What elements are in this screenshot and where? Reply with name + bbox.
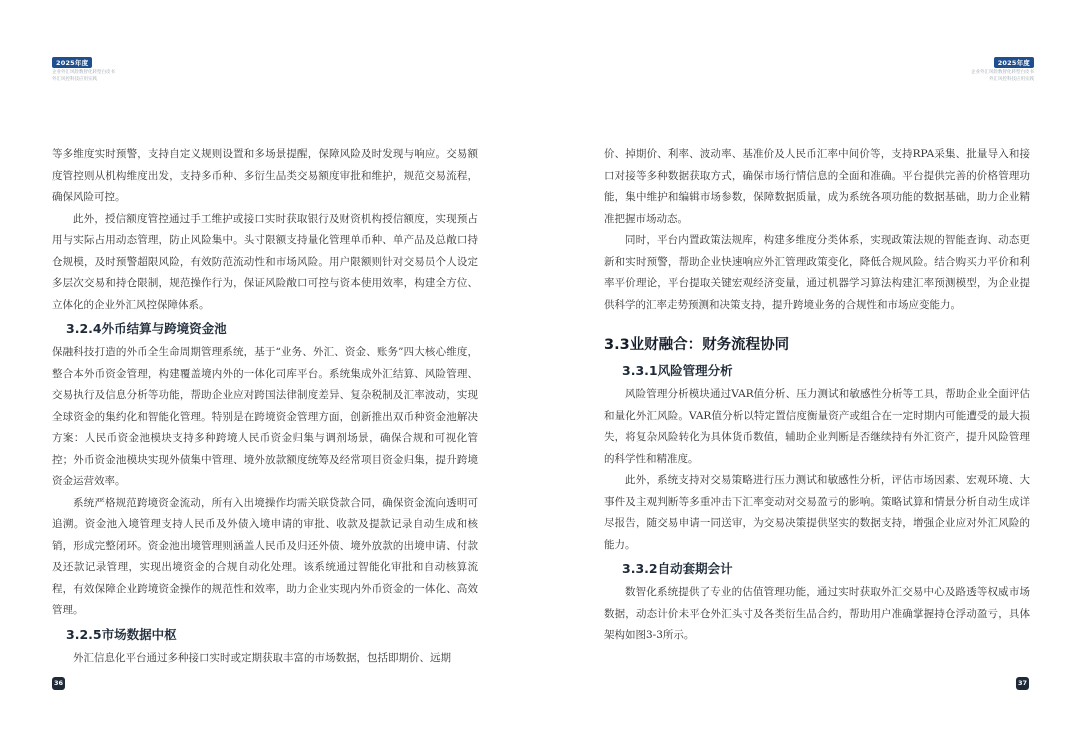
left-page-body xyxy=(52,144,478,669)
paragraph: 同时，平台内置政策法规库，构建多维度分类体系，实现政策法规的智能查询、动态更新和实时预警，帮助企业快速响应外汇管理政策变化，降低合规风险。结合购买力平价和利率平价理论，平台提取关键宏观经济变量，通过机器学习算法构建汇率预测模型，为企业提供科学的汇率走势预测和决策支持，提升跨境业务的合规性和市场应变能力。 xyxy=(604,234,1030,311)
right-page xyxy=(540,0,1080,732)
header-subtitle-line2: 外汇风控科技应用实践 xyxy=(989,77,1034,82)
page-number: 36 xyxy=(52,677,65,690)
paragraph: 保融科技打造的外币全生命周期管理系统，基于“业务、外汇、资金、账务”四大核心维度，整合本外币资金管理，构建覆盖境内外的一体化司库平台。系统集成外汇结算、风险管理、交易执行及信息分析等功能，帮助企业应对跨国法律制度差异、复杂税制及汇率波动，实现全球资金的集约化和智能化管理。特别是在跨境资金管理方面，创新推出双币种资金池解决方案：人民币资金池模块支持多种跨境人民币资金归集与调剂场景，确保合规和可视化管控；外币资金池模块实现外债集中管理、境外放款额度统筹及经常项目资金归集，提升跨境资金运营效率。 xyxy=(52,346,478,487)
year-badge: 2025年度 xyxy=(52,57,92,68)
paragraph: 此外，系统支持对交易策略进行压力测试和敏感性分析，评估市场因素、宏观环境、大事件及主观判断等多重冲击下汇率变动对交易盈亏的影响。策略试算和情景分析自动生成详尽报告，随交易申请一同送审，为交易决策提供坚实的数据支持，增强企业应对外汇风险的能力。 xyxy=(604,474,1030,551)
header-subtitle-line2: 外汇风控科技应用实践 xyxy=(52,77,97,82)
year-badge: 2025年度 xyxy=(994,57,1034,68)
paragraph: 数智化系统提供了专业的估值管理功能，通过实时获取外汇交易中心及路透等权威市场数据，动态计价未平仓外汇头寸及各类衍生品合约，帮助用户准确掌握持仓浮动盈亏，具体架构如图3-3所示。 xyxy=(604,586,1030,641)
right-page-header xyxy=(971,50,1034,83)
paragraph: 等多维度实时预警，支持自定义规则设置和多场景提醒，保障风险及时发现与响应。交易额度管控则从机构维度出发，支持多币种、多衍生品类交易额度审批和维护，规范交易流程，确保风险可控。 xyxy=(52,148,478,203)
paragraph: 风险管理分析模块通过VAR值分析、压力测试和敏感性分析等工具，帮助企业全面评估和量化外汇风险。VAR值分析以特定置信度衡量资产或组合在一定时期内可能遭受的最大损失，将复杂风险转化为具体货币数值，辅助企业判断是否继续持有外汇资产，提升风险管理的科学性和精准度。 xyxy=(604,388,1030,465)
paragraph: 价、掉期价、利率、波动率、基准价及人民币汇率中间价等，支持RPA采集、批量导入和接口对接等多种数据获取方式，确保市场行情信息的全面和准确。平台提供完善的价格管理功能，集中维护和编辑市场参数，保障数据质量，成为系统各项功能的数据基础，助力企业精准把握市场动态。 xyxy=(604,148,1030,225)
right-page-body xyxy=(604,144,1030,647)
section-heading: 3.3业财融合：财务流程协同 xyxy=(604,337,790,353)
header-subtitle-line1: 企业外汇风险数智化转型白皮书 xyxy=(52,70,115,75)
page-number: 37 xyxy=(1016,677,1029,690)
subsection-heading: 3.3.1风险管理分析 xyxy=(622,363,733,378)
subsection-heading: 3.2.4外币结算与跨境资金池 xyxy=(66,321,227,336)
paragraph: 此外，授信额度管控通过手工维护或接口实时获取银行及财资机构授信额度，实现预占用与实际占用动态管理，防止风险集中。头寸限额支持量化管理单币种、单产品及总敞口持仓规模，及时预警超限风险，有效防范流动性和市场风险。用户限额则针对交易员个人设定多层次交易和持仓限制，规范操作行为，保证风险敞口可控与资本使用效率，构建全方位、立体化的企业外汇风控保障体系。 xyxy=(52,212,478,311)
paragraph: 外汇信息化平台通过多种接口实时或定期获取丰富的市场数据，包括即期价、远期 xyxy=(73,651,451,664)
header-subtitle-line1: 企业外汇风险数智化转型白皮书 xyxy=(971,70,1034,75)
subsection-heading: 3.2.5市场数据中枢 xyxy=(66,626,177,642)
subsection-heading: 3.3.2自动套期会计 xyxy=(622,561,733,576)
paragraph: 系统严格规范跨境资金流动，所有入出境操作均需关联贷款合同，确保资金流向透明可追溯。资金池入境管理支持人民币及外债入境申请的审批、收款及提款记录自动生成和核销，形成完整闭环。资金池出境管理则涵盖人民币及归还外债、境外放款的出境申请、付款及还款记录管理，实现出境资金的合规自动化处理。该系统通过智能化审批和自动核算流程，有效保障企业跨境资金操作的规范性和效率，助力企业实现内外币资金的一体化、高效管理。 xyxy=(52,496,478,616)
left-page-header xyxy=(52,50,115,83)
